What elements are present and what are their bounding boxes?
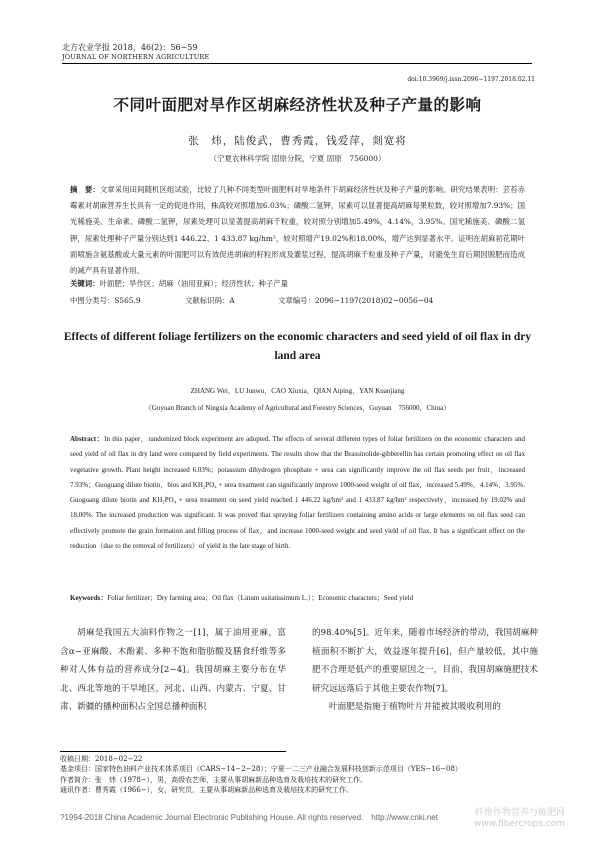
- footnote-corresponding: 通讯作者：曹秀霞（1966−），女，研究员，主要从事胡麻新品种选育及栽培技术的研究工作。: [60, 785, 354, 794]
- keywords-cn-label: 关键词：: [70, 279, 100, 288]
- keywords-cn-text: 叶面肥；旱作区；胡麻（油用亚麻）；经济性状；种子产量: [99, 279, 289, 288]
- watermark-cn: 纤维作物营养与施肥网: [474, 808, 565, 818]
- abstract-en-label: Abstract：: [70, 435, 105, 443]
- footnote-author: 作者简介：张 炜（1978−），男，高级农艺师，主要从事胡麻新品种选育及栽培技术的研究工作。: [60, 775, 368, 784]
- abstract-cn-label: 摘 要：: [70, 185, 100, 194]
- body-right-paragraph-1: 的98.40%[5]。近年来，随着市场经济的带动，我国胡麻种植面积不断扩大，效益逐年提升[6]，但产量较低，其中施肥不合理是低产的重要原因之一，目前，我国胡麻施肥技术研究远远落后于其他主要农作物[7]。: [312, 628, 538, 694]
- journal-citation: 北方农业学报 2018，46(2)：56−59: [62, 43, 198, 52]
- classification-row: [70, 295, 525, 306]
- doi: doi:10.3969/j.issn.2096−1197.2018.02.11: [407, 76, 535, 83]
- authors-cn: 张 炜，陆俊武，曹秀霞，钱爱萍，剡宽将: [188, 135, 407, 147]
- affiliation-cn: （宁夏农林科学院 固原分院，宁夏 固原 756000）: [209, 154, 386, 163]
- footnote-rule: [60, 751, 286, 752]
- authors-en: ZHANG Wei，LU Junwu，CAO Xiuxia，QIAN Aiping，YAN Kuanjiang: [190, 387, 405, 395]
- clc-number: 中图分类号：S565.9: [70, 296, 141, 305]
- footnote-fund: 基金项目：国家特色油料产业技术体系项目（CARS−14−2−28）；宁夏一二三产业融合发展科技创新示范项目（YES−16−08）: [60, 765, 462, 774]
- title-en: Effects of different foliage fertilizers on the economic characters and seed yield of oil flax in dry land area: [63, 331, 532, 362]
- keywords-en-text: Foliar fertilizer；Dry farming area；Oil flax（Linum usitatissimum L.）；Economic characters；Seed yield: [107, 594, 414, 602]
- title-cn: 不同叶面肥对旱作区胡麻经济性状及种子产量的影响: [113, 96, 482, 114]
- abstract-en: [70, 432, 525, 554]
- keywords-cn: [70, 278, 525, 289]
- abstract-cn-text: 文章采用田间随机区组试验，比较了几种不同类型叶面肥料对旱地条件下胡麻经济性状及种子产量的影响。研究结果表明：芸苔赤霉素对胡麻营养生长具有一定的促进作用，株高较对照增加6.03%；磷酸二氢钾，尿素可以显著提高胡麻每果粒数，较对照增加7.93%；国光稀施美、生命素、磷酸二氢钾，尿素处理可以显著提高胡麻千粒重，较对照分别增加5.49%，4.14%，3.95%。国光稀施美、磷酸二氢钾，尿素处理种子产量分别达到1 446.22、1 433.87 kg/hm²，较对照增产19.02%和18.00%，增产达到显著水平。证明在胡麻初花期叶面喷施含氨基酸或大量元素的叶面肥可以有效促进胡麻的籽粒形成及灌浆过程，提高胡麻千粒重及种子产量，对避免生育后期因脱肥而造成的减产具有显著作用。: [70, 185, 525, 276]
- footnote-received: 收稿日期：2018−02−22: [60, 755, 143, 763]
- header-rule: [62, 63, 532, 64]
- abstract-en-text: In this paper，randomized block experiment are adopted. The effects of several different types of foliar fertilizers on the economic characters and seed yield of oil flax in dry land were compared by field experiments. The results show that the Brassinolide-gibberellin has certain promoting effect on oil flax vegetative growth. Plant height increased 6.03%；potassium dihydrogen phosphate + urea can significantly improve the oil flax seeds per fruit，increased 7.93%；Guoguang dilute biotin，bios and KH₂PO₄ + urea treatment can significantly improve 1000-seed weight of oil flax，increased 5.49%，4.14%，3.95%. Guoguang dilute biotin and KH₂PO₄ + urea treatment on seed yield reached 1 446.22 kg/hm² and 1 433.87 kg/hm² respectively，increased by 19.02% and 18.00%. The increased production was significant. It was proved that spraying foliar fertilizers containing amino acids or large elements on oil flax seed can effectively promote the grain formation and filling process of flax，and increase 1000-seed weight and seed yield of oil flax. It has a significant effect on the reduction（due to the removal of fertilizers）of yield in the late stage of birth.: [70, 435, 525, 551]
- keywords-en-label: Keywords：: [70, 594, 108, 602]
- body-left-column: 胡麻是我国五大油料作物之一[1]，属于油用亚麻，富含α−亚麻酸、木酚素、多种不饱和脂肪酸及膳食纤维等多种对人体有益的营养成分[2−4]。我国胡麻主要分布在华北、西北等地的干旱地区，河北、山西、内蒙古、宁夏、甘肃、新疆的播种面积占全国总播种面积: [60, 628, 286, 713]
- copyright-notice: ?1994-2018 China Academic Journal Electronic Publishing House. All rights reserved. http://www.cnki.net: [60, 813, 438, 822]
- affiliation-en: （Guyuan Branch of Ningxia Academy of Agricultural and Forestry Sciences，Guyuan 756000，China）: [144, 404, 451, 412]
- journal-name-en: JOURNAL OF NORTHERN AGRICULTURE: [62, 53, 210, 61]
- keywords-en: [70, 593, 525, 603]
- article-number: 文章编号：2096−1197(2018)02−0056−04: [278, 296, 434, 305]
- watermark-url: www.fibercrops.com: [474, 819, 565, 829]
- body-right-paragraph-2: 叶面肥是指施于植物叶片并能被其吸收利用的: [329, 702, 501, 713]
- document-code: 文献标识码：A: [185, 296, 235, 305]
- abstract-cn: [70, 182, 525, 279]
- footnotes: [60, 754, 540, 795]
- watermark: [474, 808, 565, 830]
- body-right-column: [312, 624, 538, 717]
